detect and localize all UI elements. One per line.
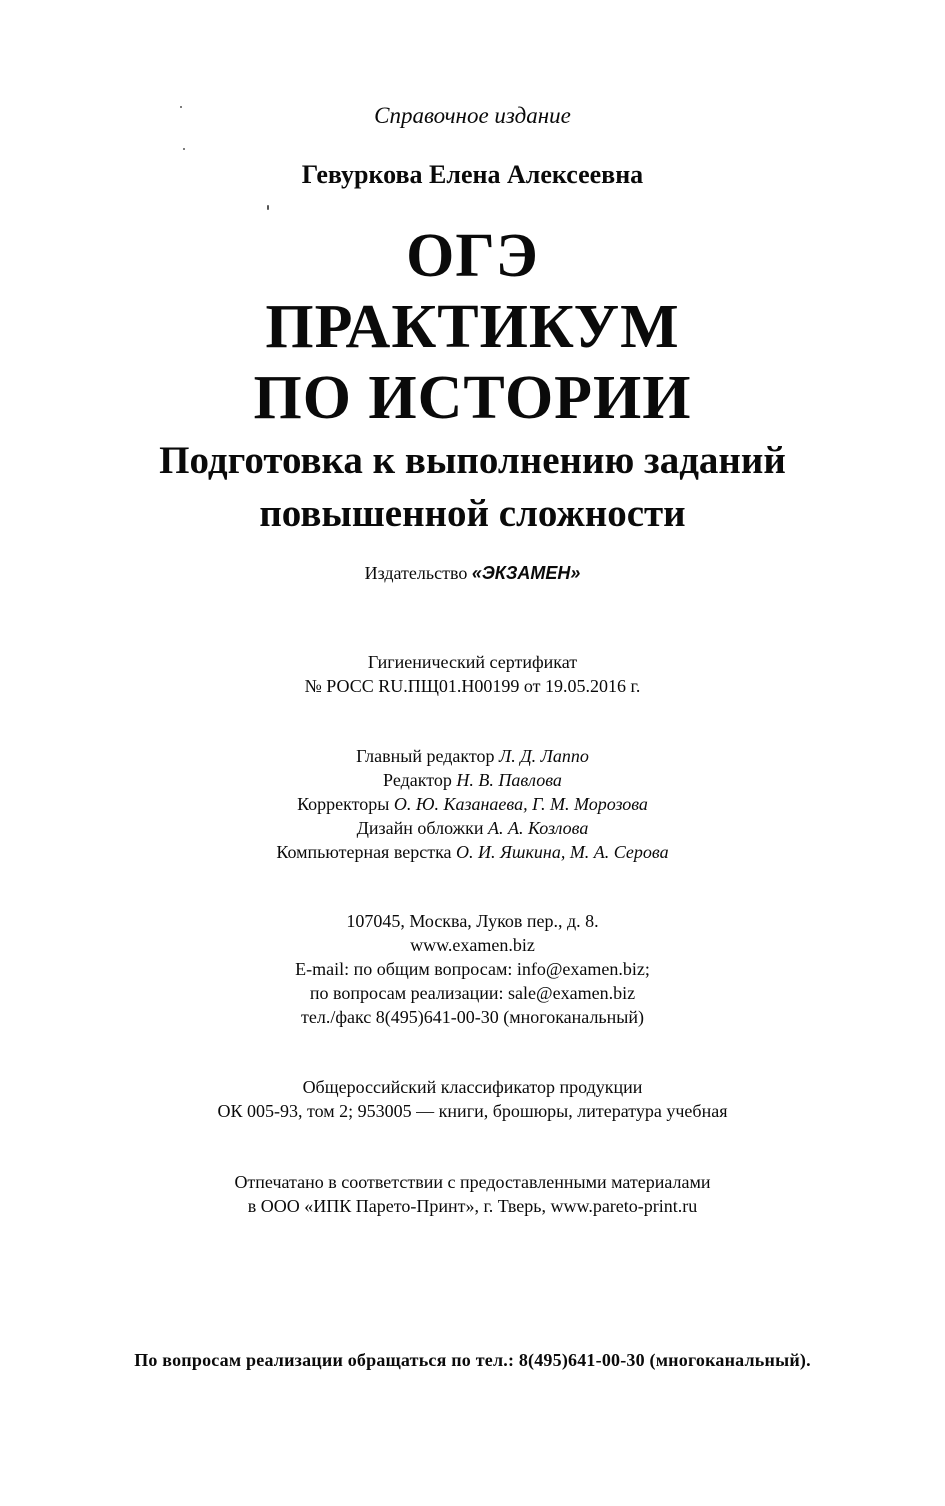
subtitle-line-1: Подготовка к выполнению заданий [159,439,786,482]
scan-speck [183,148,185,150]
credit-names: А. А. Козлова [487,818,589,838]
title-line-1: ОГЭ [406,222,539,290]
printing-line-2: в ООО «ИПК Парето-Принт», г. Тверь, www.pareto-print.ru [247,1196,698,1216]
certificate-number: № РОСС RU.ПЩ01.Н00199 от 19.05.2016 г. [304,676,641,696]
credit-names: Л. Д. Лаппо [499,746,589,766]
credit-role: Дизайн обложки [356,818,484,838]
credit-cover-design [0,818,945,839]
printing-line-1: Отпечатано в соответствии с предоставленными материалами [234,1172,711,1192]
author-name: Гевуркова Елена Алексеевна [301,160,644,189]
title-line-2: ПРАКТИКУМ [265,293,680,361]
credit-names: Н. В. Павлова [456,770,562,790]
credit-editor [0,770,945,791]
credit-role: Компьютерная верстка [276,842,452,862]
genre-label: Справочное издание [374,103,571,128]
scan-speck [267,205,269,210]
credit-names: О. И. Яшкина, М. А. Серова [456,842,669,862]
credit-role: Корректоры [297,794,390,814]
publisher-name: «ЭКЗАМЕН» [471,563,581,583]
publisher-line [0,563,945,584]
subtitle-line-2: повышенной сложности [259,492,686,535]
address-website: www.examen.biz [410,935,535,955]
address-email-general: E-mail: по общим вопросам: info@examen.biz; [295,959,650,979]
credit-role: Редактор [383,770,452,790]
title-line-3: ПО ИСТОРИИ [253,364,692,432]
credit-proofreaders [0,794,945,815]
address-phone: тел./факс 8(495)641-00-30 (многоканальный) [301,1007,644,1027]
credit-chief-editor [0,746,945,767]
publisher-label: Издательство [364,563,468,583]
classifier-title: Общероссийский классификатор продукции [302,1077,643,1097]
credit-role: Главный редактор [356,746,495,766]
credit-names: О. Ю. Казанаева, Г. М. Морозова [393,794,648,814]
credit-layout [0,842,945,863]
certificate-title: Гигиенический сертификат [367,652,578,672]
sales-contact-note: По вопросам реализации обращаться по тел.: 8(495)641-00-30 (многоканальный). [134,1350,811,1370]
address-email-sales: по вопросам реализации: sale@examen.biz [309,983,636,1003]
address-street: 107045, Москва, Луков пер., д. 8. [346,911,599,931]
classifier-code: ОК 005-93, том 2; 953005 — книги, брошюры, литература учебная [217,1101,728,1121]
